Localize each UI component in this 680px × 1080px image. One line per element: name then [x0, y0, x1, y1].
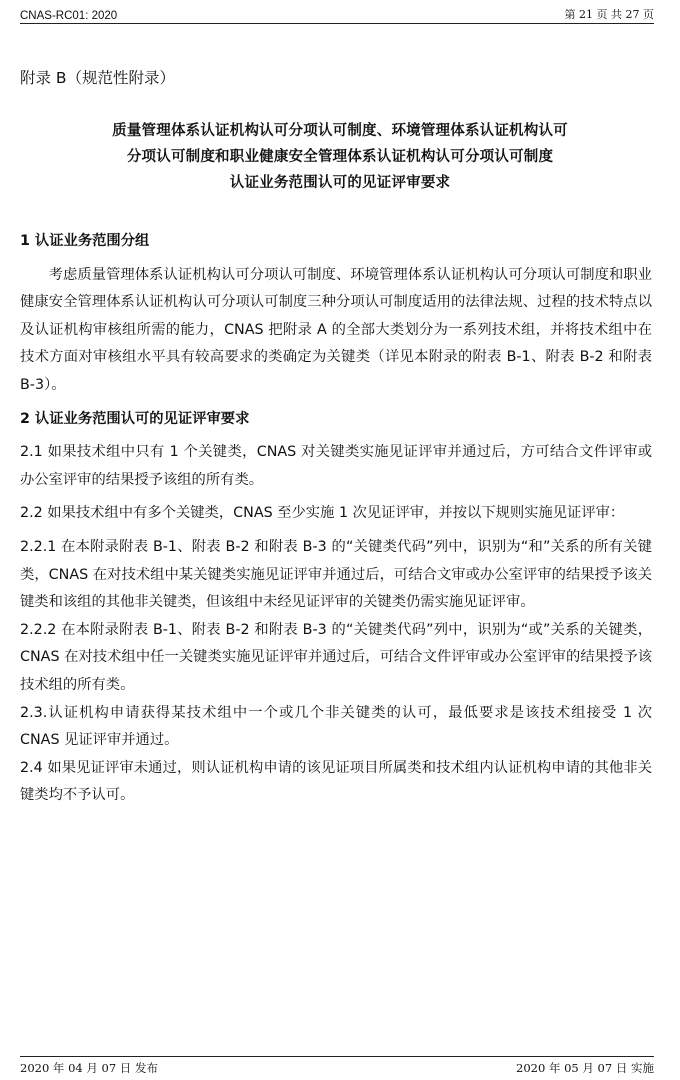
header-rule	[20, 23, 654, 24]
document-body	[20, 228, 652, 810]
section-1-paragraph: 考虑质量管理体系认证机构认可分项认可制度、环境管理体系认证机构认可分项认可制度和职业健康安全管理体系认证机构认可分项认可制度三种分项认可制度适用的法律法规、过程的技术特点以及认证机构审核组所需的能力，CNAS 把附录 A 的全部大类划分为一系列技术组，并将技术组中在技术方面对审核组水平具有较高要求的类确定为关键类（详见本附录的附表 B-1、附表 B-2 和附表 B-3）。	[20, 266, 652, 393]
appendix-label: 附录 B（规范性附录）	[20, 69, 176, 87]
clause-2-4: 2.4 如果见证评审未通过，则认证机构申请的该见证项目所属类和技术组内认证机构申请的其他非关键类均不予认可。	[20, 759, 652, 804]
title-line-2: 分项认可制度和职业健康安全管理体系认证机构认可分项认可制度	[126, 149, 554, 165]
title-line-3: 认证业务范围认可的见证评审要求	[229, 175, 451, 191]
footer-rule	[20, 1056, 654, 1057]
page-header	[20, 6, 654, 22]
clause-2-3: 2.3.认证机构申请获得某技术组中一个或几个非关键类的认可，最低要求是该技术组接受 1 次 CNAS 见证评审并通过。	[20, 704, 652, 749]
clause-2-2: 2.2 如果技术组中有多个关键类，CNAS 至少实施 1 次见证评审，并按以下规则实施见证评审：	[20, 505, 625, 522]
effective-date: 2020 年 05 月 07 日 实施	[516, 1061, 654, 1075]
title-line-1: 质量管理体系认证机构认可分项认可制度、环境管理体系认证机构认可	[112, 123, 568, 139]
document-title	[14, 118, 666, 196]
clause-2-1: 2.1 如果技术组中只有 1 个关键类，CNAS 对关键类实施见证评审并通过后，方可结合文件评审或办公室评审的结果授予该组的所有类。	[20, 444, 652, 488]
document-code: CNAS-RC01: 2020	[20, 10, 118, 22]
clause-2-2-2: 2.2.2 在本附录附表 B-1、附表 B-2 和附表 B-3 的“关键类代码”列中，识别为“或”关系的关键类，CNAS 在对技术组中任一关键类实施见证评审并通过后，可结合文件评审或办公室评审的结果授予该技术组的所有类。	[20, 621, 652, 693]
page-footer	[20, 1060, 654, 1076]
issue-date: 2020 年 04 月 07 日 发布	[20, 1061, 158, 1075]
section-2-heading: 2 认证业务范围认可的见证评审要求	[20, 410, 250, 427]
section-1-heading: 1 认证业务范围分组	[20, 233, 150, 249]
clause-2-2-1: 2.2.1 在本附录附表 B-1、附表 B-2 和附表 B-3 的“关键类代码”列中，识别为“和”关系的所有关键类，CNAS 在对技术组中某关键类实施见证评审并通过后，可结合文审或办公室评审的结果授予该关键类和该组的其他非关键类，但该组中未经见证评审的关键类仍需实施见证评审。	[20, 538, 652, 611]
page-number: 第 21 页 共 27 页	[564, 8, 654, 21]
